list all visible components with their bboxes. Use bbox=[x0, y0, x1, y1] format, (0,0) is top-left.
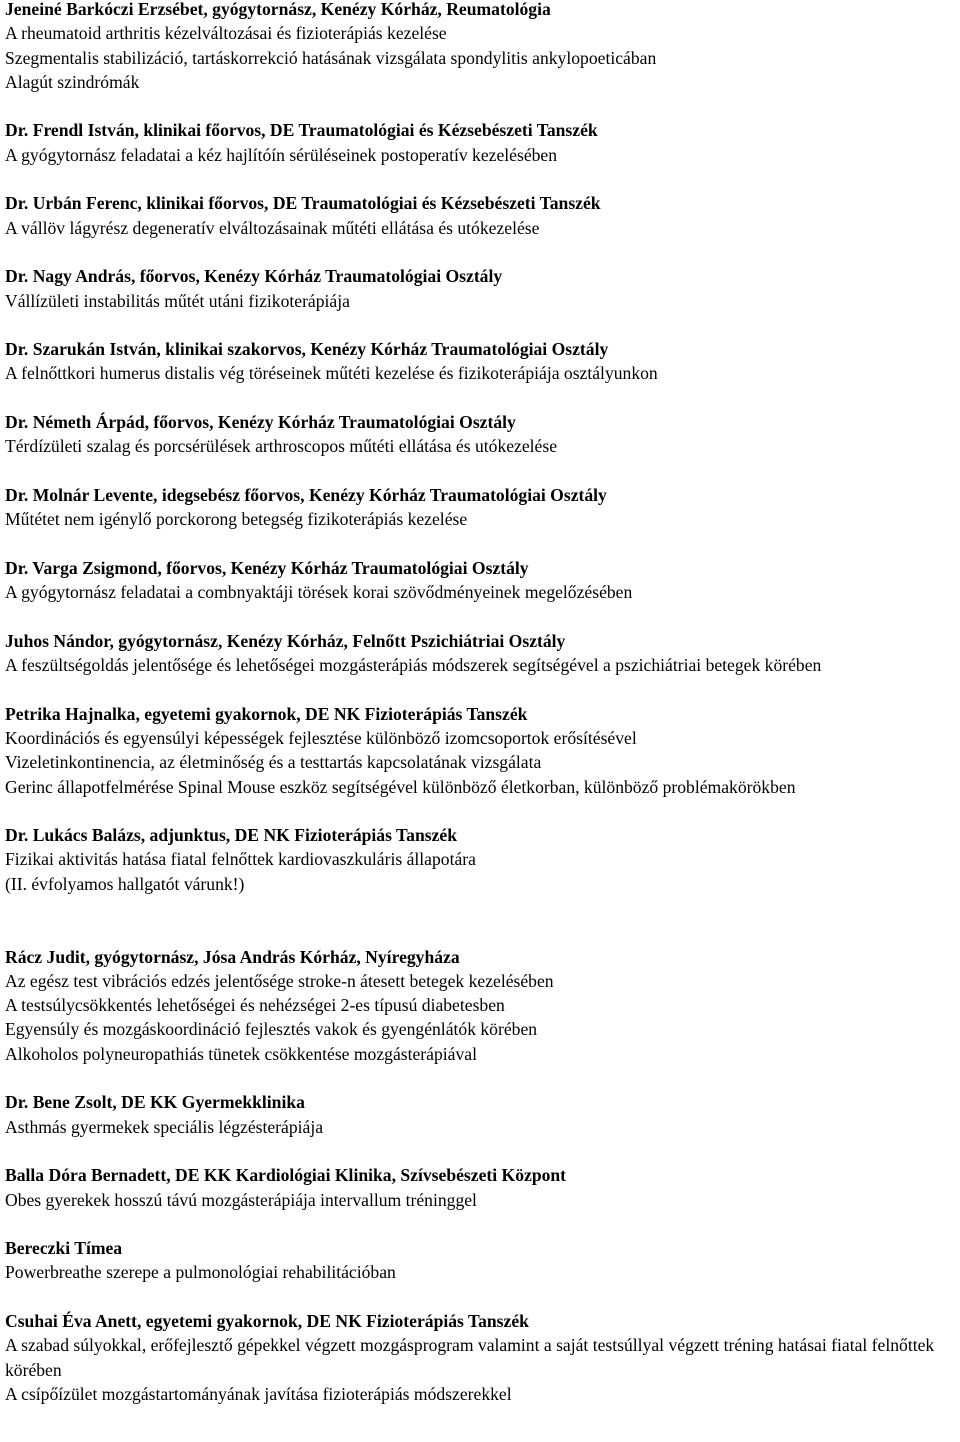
thesis-topic: A testsúlycsökkentés lehetőségei és nehézségei 2-es típusú diabetesben bbox=[5, 995, 505, 1016]
thesis-topic: Az egész test vibrációs edzés jelentősége stroke-n átesett betegek kezelésében bbox=[5, 970, 554, 991]
supervisor-name: Dr. Lukács Balázs, adjunktus, DE NK Fizioterápiás Tanszék bbox=[5, 825, 457, 846]
supervisor-name: Dr. Molnár Levente, idegsebész főorvos, Kenézy Kórház Traumatológiai Osztály bbox=[5, 484, 607, 505]
thesis-topic: Műtétet nem igénylő porckorong betegség fizikoterápiás kezelése bbox=[5, 509, 468, 530]
supervisor-entry bbox=[5, 1163, 960, 1212]
supervisor-name: Bereczki Tímea bbox=[5, 1238, 123, 1259]
supervisor-name: Rácz Judit, gyógytornász, Jósa András Kórház, Nyíregyháza bbox=[5, 946, 460, 967]
supervisor-topic-list bbox=[5, 0, 960, 1431]
supervisor-entry bbox=[5, 1309, 960, 1406]
supervisor-name: Juhos Nándor, gyógytornász, Kenézy Kórház, Felnőtt Pszichiátriai Osztály bbox=[5, 630, 566, 651]
supervisor-name: Dr. Nagy András, főorvos, Kenézy Kórház Traumatológiai Osztály bbox=[5, 266, 503, 287]
supervisor-name: Jeneiné Barkóczi Erzsébet, gyógytornász, Kenézy Kórház, Reumatológia bbox=[5, 0, 551, 19]
thesis-topic: A vállöv lágyrész degeneratív elváltozásainak műtéti ellátása és utókezelése bbox=[5, 217, 540, 238]
supervisor-name: Petrika Hajnalka, egyetemi gyakornok, DE NK Fizioterápiás Tanszék bbox=[5, 703, 528, 724]
supervisor-entry bbox=[5, 556, 960, 605]
thesis-topic: Vállízületi instabilitás műtét utáni fizikoterápiája bbox=[5, 290, 350, 311]
supervisor-entry bbox=[5, 945, 960, 1066]
thesis-topic: Koordinációs és egyensúlyi képességek fejlesztése különböző izomcsoportok erősítésével bbox=[5, 727, 637, 748]
supervisor-entry bbox=[5, 702, 960, 799]
supervisor-name: Dr. Németh Árpád, főorvos, Kenézy Kórház Traumatológiai Osztály bbox=[5, 412, 516, 433]
supervisor-entry bbox=[5, 629, 960, 678]
supervisor-name: Dr. Frendl István, klinikai főorvos, DE Traumatológiai és Kézsebészeti Tanszék bbox=[5, 120, 598, 141]
thesis-topic: Térdízületi szalag és porcsérülések arthroscopos műtéti ellátása és utókezelése bbox=[5, 436, 558, 457]
supervisor-entry bbox=[5, 337, 960, 386]
supervisor-entry bbox=[5, 191, 960, 240]
supervisor-name: Csuhai Éva Anett, egyetemi gyakornok, DE NK Fizioterápiás Tanszék bbox=[5, 1311, 529, 1332]
thesis-topic: Szegmentalis stabilizáció, tartáskorrekció hatásának vizsgálata spondylitis ankylopoeticában bbox=[5, 47, 657, 68]
thesis-topic: Asthmás gyermekek speciális légzésterápiája bbox=[5, 1116, 324, 1137]
supervisor-entry bbox=[5, 118, 960, 167]
supervisor-name: Dr. Szarukán István, klinikai szakorvos, Kenézy Kórház Traumatológiai Osztály bbox=[5, 339, 609, 360]
supervisor-entry bbox=[5, 0, 960, 94]
thesis-topic: A gyógytornász feladatai a combnyaktáji törések korai szövődményeinek megelőzésében bbox=[5, 582, 633, 603]
thesis-topic: A szabad súlyokkal, erőfejlesztő gépekkel végzett mozgásprogram valamint a saját testsúllyal végzett tréning hatásai fiatal felnőttek körében bbox=[5, 1335, 935, 1380]
thesis-topic: Fizikai aktivitás hatása fiatal felnőttek kardiovaszkuláris állapotára bbox=[5, 849, 476, 870]
thesis-topic: A felnőttkori humerus distalis vég töréseinek műtéti kezelése és fizikoterápiája osztályunkon bbox=[5, 363, 658, 384]
thesis-topic: Vizeletinkontinencia, az életminőség és a testtartás kapcsolatának vizsgálata bbox=[5, 752, 542, 773]
supervisor-entry bbox=[5, 483, 960, 532]
supervisor-name: Balla Dóra Bernadett, DE KK Kardiológiai Klinika, Szívsebészeti Központ bbox=[5, 1165, 567, 1186]
supervisor-entry bbox=[5, 823, 960, 896]
thesis-topic: (II. évfolyamos hallgatót várunk!) bbox=[5, 873, 245, 894]
thesis-topic: Alkoholos polyneuropathiás tünetek csökkentése mozgásterápiával bbox=[5, 1043, 477, 1064]
thesis-topic: Powerbreathe szerepe a pulmonológiai rehabilitációban bbox=[5, 1262, 396, 1283]
supervisor-entry bbox=[5, 264, 960, 313]
supervisor-entry bbox=[5, 1236, 960, 1285]
thesis-topic: A csípőízület mozgástartományának javítása fizioterápiás módszerekkel bbox=[5, 1383, 512, 1404]
thesis-topic: A rheumatoid arthritis kézelváltozásai és fizioterápiás kezelése bbox=[5, 23, 447, 44]
thesis-topic: Gerinc állapotfelmérése Spinal Mouse eszköz segítségével különböző életkorban, különböző problémakörökben bbox=[5, 776, 796, 797]
supervisor-name: Dr. Bene Zsolt, DE KK Gyermekklinika bbox=[5, 1092, 305, 1113]
supervisor-name: Dr. Varga Zsigmond, főorvos, Kenézy Kórház Traumatológiai Osztály bbox=[5, 557, 529, 578]
supervisor-entry bbox=[5, 410, 960, 459]
thesis-topic: Obes gyerekek hosszú távú mozgásterápiája intervallum tréninggel bbox=[5, 1189, 477, 1210]
thesis-topic: Egyensúly és mozgáskoordináció fejlesztés vakok és gyengénlátók körében bbox=[5, 1019, 538, 1040]
thesis-topic: Alagút szindrómák bbox=[5, 71, 140, 92]
thesis-topic: A gyógytornász feladatai a kéz hajlítóín sérüléseinek postoperatív kezelésében bbox=[5, 144, 558, 165]
supervisor-entry bbox=[5, 1090, 960, 1139]
supervisor-name: Dr. Urbán Ferenc, klinikai főorvos, DE Traumatológiai és Kézsebészeti Tanszék bbox=[5, 193, 601, 214]
thesis-topic: A feszültségoldás jelentősége és lehetőségei mozgásterápiás módszerek segítségével a pszichiátriai betegek körében bbox=[5, 655, 822, 676]
